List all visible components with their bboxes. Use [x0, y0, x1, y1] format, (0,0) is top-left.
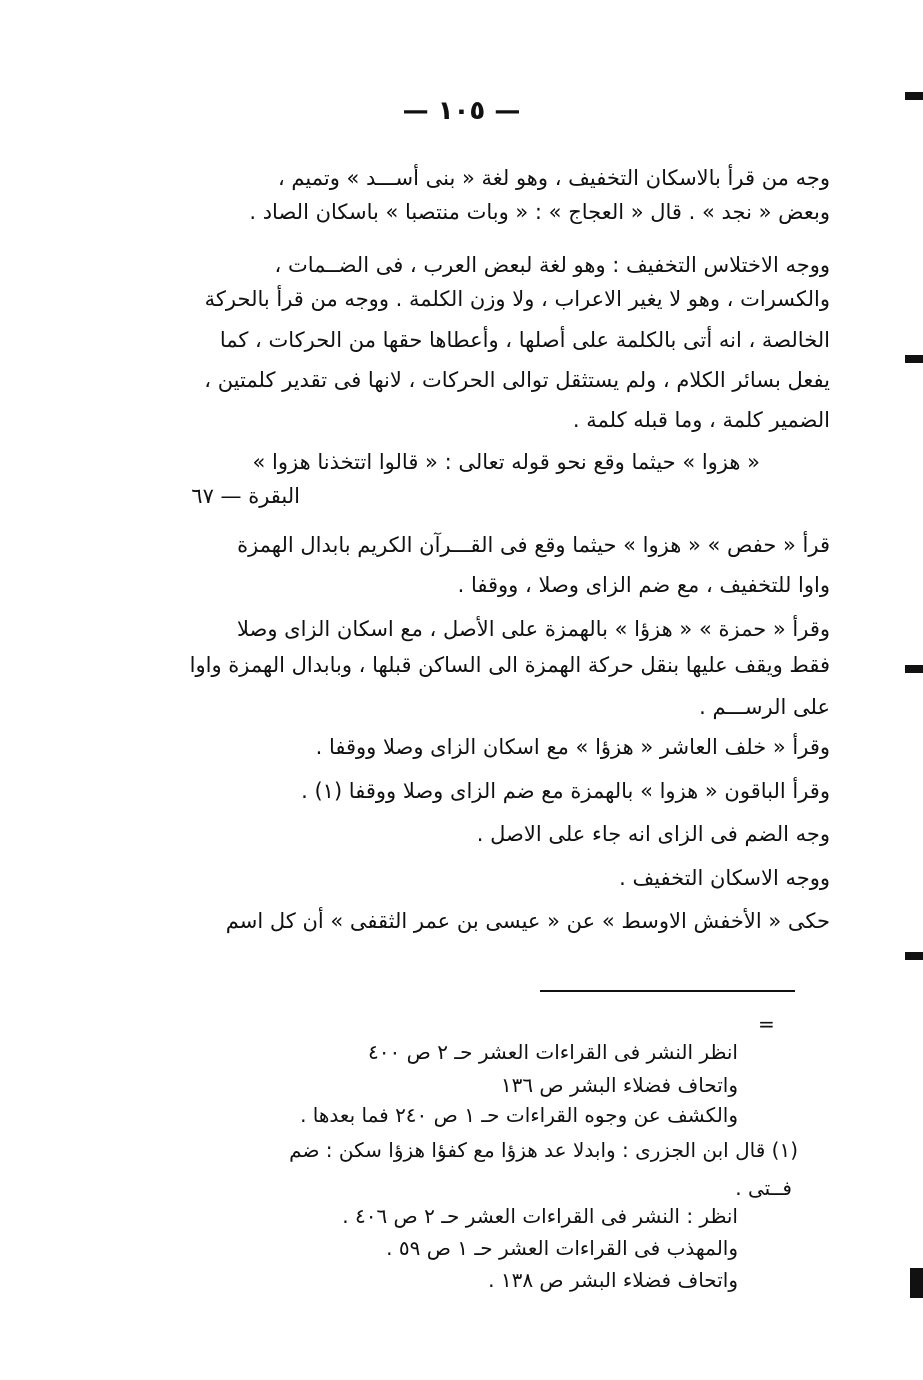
- body-line: والكسرات ، وهو لا يغير الاعراب ، ولا وزن الكلمة . ووجه من قرأ بالحركة: [204, 287, 830, 311]
- body-line: وقرأ « خلف العاشر « هزؤا » مع اسكان الزاى وصلا ووقفا .: [315, 735, 830, 759]
- body-line: وقرأ « حمزة » « هزؤا » بالهمزة على الأصل ، مع اسكان الزاى وصلا: [236, 617, 830, 641]
- margin-mark: [905, 665, 923, 673]
- verse-reference: البقرة — ٦٧: [191, 484, 300, 508]
- body-line: فقط ويقف عليها بنقل حركة الهمزة الى الساكن قبلها ، وبابدال الهمزة واوا: [189, 653, 830, 677]
- footnote-line: فــتى .: [735, 1176, 792, 1200]
- footnote-line: والمهذب فى القراءات العشر حـ ١ ص ٥٩ .: [386, 1236, 738, 1260]
- margin-mark: [905, 355, 923, 363]
- margin-mark: [910, 1268, 923, 1298]
- footnote-line: واتحاف فضلاء البشر ص ١٣٨ .: [488, 1268, 738, 1292]
- body-line: الضمير كلمة ، وما قبله كلمة .: [572, 408, 830, 432]
- body-line: وقرأ الباقون « هزوا » بالهمزة مع ضم الزاى وصلا ووقفا (١) .: [301, 779, 830, 803]
- body-line: حكى « الأخفش الاوسط » عن « عيسى بن عمر الثقفى » أن كل اسم: [225, 909, 830, 933]
- verse-heading: « هزوا » حيثما وقع نحو قوله تعالى : « قالوا اتتخذنا هزوا »: [252, 450, 760, 474]
- footnote-line: واتحاف فضلاء البشر ص ١٣٦: [500, 1073, 738, 1097]
- footnote-line: والكشف عن وجوه القراءات حـ ١ ص ٢٤٠ فما بعدها .: [300, 1103, 738, 1127]
- body-line: وجه الضم فى الزاى انه جاء على الاصل .: [476, 822, 830, 846]
- body-line: ووجه الاسكان التخفيف .: [619, 866, 830, 890]
- body-line: واوا للتخفيف ، مع ضم الزاى وصلا ، ووقفا .: [457, 573, 830, 597]
- body-line: يفعل بسائر الكلام ، ولم يستثقل توالى الحركات ، لانها فى تقدير كلمتين ،: [204, 368, 830, 392]
- footnote-separator: [540, 990, 795, 992]
- footnote-line: انظر : النشر فى القراءات العشر حـ ٢ ص ٤٠٦ .: [342, 1204, 738, 1228]
- footnote-line: (١) قال ابن الجزرى : وابدلا عد هزؤا مع كفؤا هزؤا سكن : ضم: [289, 1138, 798, 1162]
- page-number: — ١٠٥ —: [402, 96, 521, 126]
- footnote-line: انظر النشر فى القراءات العشر حـ ٢ ص ٤٠٠: [368, 1040, 738, 1064]
- body-line: على الرســـم .: [699, 695, 830, 719]
- margin-mark: [905, 952, 923, 960]
- body-line: قرأ « حفص » « هزوا » حيثما وقع فى القـــرآن الكريم بابدال الهمزة: [237, 533, 830, 557]
- body-line: وبعض « نجد » . قال « العجاج » : « وبات منتصبا » باسكان الصاد .: [249, 200, 830, 224]
- continuation-mark: =: [758, 1012, 775, 1036]
- body-line: ووجه الاختلاس التخفيف : وهو لغة لبعض العرب ، فى الضــمات ،: [274, 253, 830, 277]
- body-line: الخالصة ، انه أتى بالكلمة على أصلها ، وأعطاها حقها من الحركات ، كما: [219, 328, 830, 352]
- body-line: وجه من قرأ بالاسكان التخفيف ، وهو لغة « بنى أســـد » وتميم ،: [277, 166, 830, 190]
- margin-mark: [905, 92, 923, 100]
